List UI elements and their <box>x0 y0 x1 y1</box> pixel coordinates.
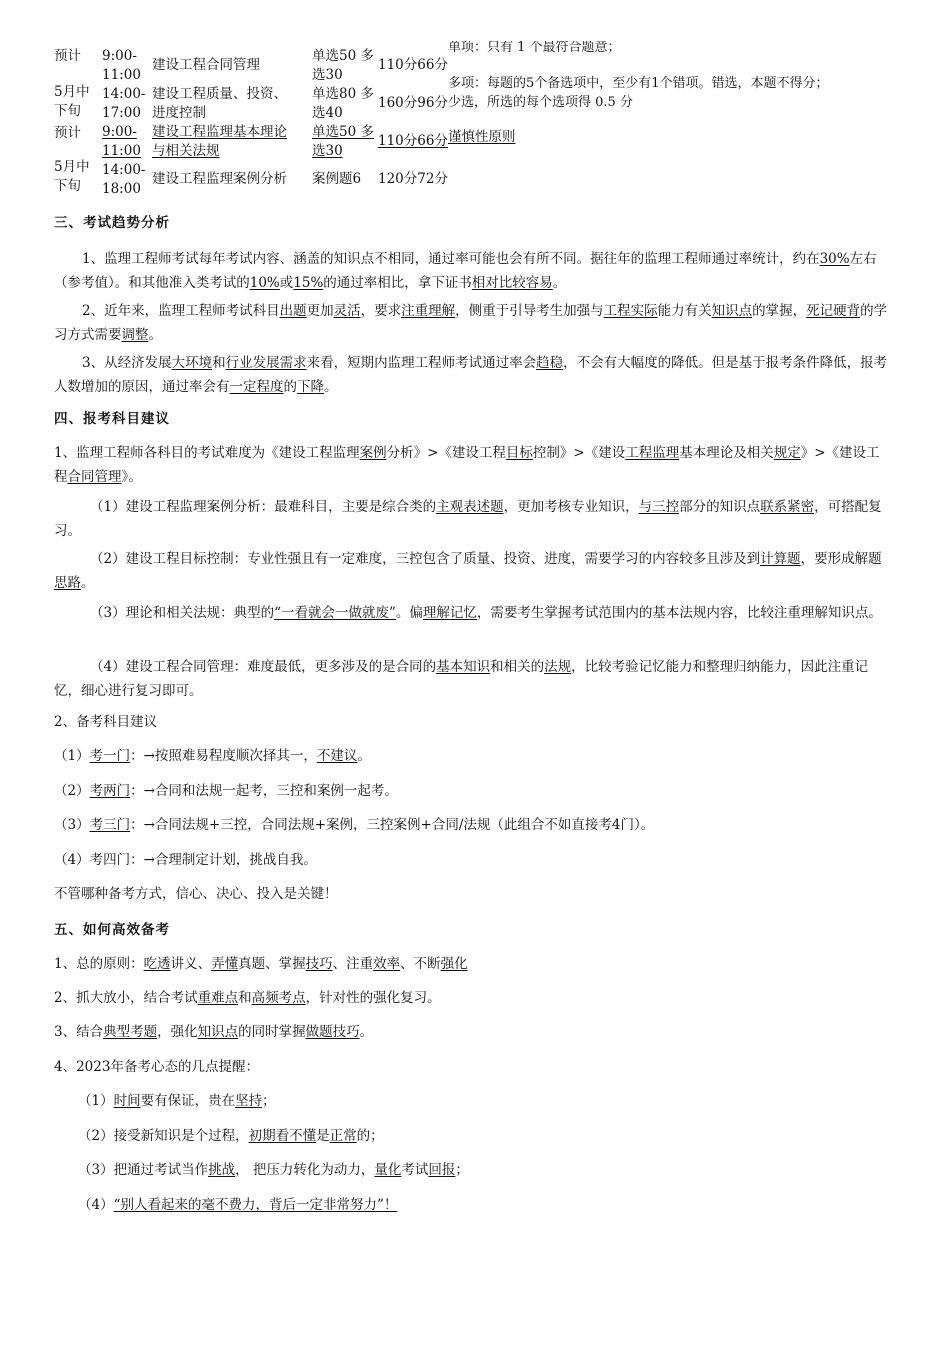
row2-type-1: 单选80 多 <box>312 86 374 102</box>
row1-score: 110分66分 <box>378 57 448 73</box>
row2-type-2: 选40 <box>312 105 343 121</box>
s4-subheading-2: 2、备考科目建议 <box>54 714 158 730</box>
s5-item-2: 2、抓大放小，结合考试重难点和高频考点，针对性的强化复习。 <box>54 990 441 1006</box>
s4-item-1: （1）建设工程监理案例分析：最难科目，主要是综合类的主观表述题，更加考核专业知识，与三控部分的知识点联系紧密，可搭配复习。 <box>54 499 882 539</box>
row1-date: 预计 <box>54 48 81 64</box>
s4-item-2: （2）建设工程目标控制：专业性强且有一定难度，三控包含了质量、投资、进度，需要学习的内容较多且涉及到计算题，要形成解题思路。 <box>54 551 882 591</box>
tip-3: （3）把通过考试当作挑战， 把压力转化为动力，量化考试回报； <box>78 1162 469 1178</box>
s3-paragraph-2: 2、近年来，监理工程师考试科目出题更加灵活，要求注重理解，侧重于引导考生加强与工程实际能力有关知识点的掌握，死记硬背的学习方式需要调整。 <box>54 303 888 343</box>
tip-2: （2）接受新知识是个过程，初期看不懂是正常的； <box>78 1128 384 1144</box>
option-1: （1）考一门：→按照难易程度顺次择其一，不建议。 <box>54 748 371 764</box>
single-choice-note: 单项：只有 1 个最符合题意； <box>448 41 621 54</box>
s4-item-3: （3）理论和相关法规：典型的“一看就会一做就废”。偏理解记忆，需要考生掌握考试范围内的基本法规内容，比较注重理解知识点。 <box>90 605 882 621</box>
row3-time-end: 11:00 <box>102 143 141 159</box>
s3-paragraph-1: 1、监理工程师考试每年考试内容、涵盖的知识点不相同，通过率可能也会有所不同。据往年的监理工程师通过率统计，约在30%左右（参考值）。和其他准入类考试的10%或15%的通过率相比，拿下证书相对比较容易。 <box>54 251 877 291</box>
option-2: （2）考两门：→合同和法规一起考，三控和案例一起考。 <box>54 783 398 799</box>
row4-time-end: 18:00 <box>102 181 141 197</box>
row4-type: 案例题6 <box>312 171 362 187</box>
row4-date-1: 5月中 <box>54 159 90 175</box>
multi-choice-note-2: 少选，所选的每个选项得 0.5 分 <box>448 95 633 110</box>
option-3: （3）考三门：→合同法规+三控，合同法规+案例，三控案例+合同/法规（此组合不如直接考4门）。 <box>54 817 655 833</box>
row1-subject: 建设工程合同管理 <box>152 57 260 73</box>
row4-date-2: 下旬 <box>54 178 81 194</box>
s3-paragraph-3: 3、从经济发展大环境和行业发展需求来看，短期内监理工程师考试通过率会趋稳，不会有大幅度的降低。但是基于报考条件降低，报考人数增加的原因，通过率会有一定程度的下降。 <box>54 355 888 395</box>
s4-item-4: （4）建设工程合同管理：难度最低，更多涉及的是合同的基本知识和相关的法规，比较考验记忆能力和整理归纳能力，因此注重记忆，细心进行复习即可。 <box>54 659 869 699</box>
s4-closing: 不管哪种备考方式，信心、决心、投入是关键！ <box>54 886 338 902</box>
option-4: （4）考四门：→合理制定计划，挑战自我。 <box>54 852 317 868</box>
row1-time-end: 11:00 <box>102 67 141 83</box>
row3-note: 谨慎性原则 <box>448 129 516 145</box>
row1-type-1: 单选50 多 <box>312 48 374 64</box>
s4-paragraph-1: 1、监理工程师各科目的考试难度为《建设工程监理案例分析》>《建设工程目标控制》>《建设工程监理基本理论及相关规定》>《建设工程合同管理》。 <box>54 445 880 485</box>
s5-item-1: 1、总的原则：吃透讲义、弄懂真题、掌握技巧、注重效率、不断强化 <box>54 956 468 972</box>
tip-1: （1）时间要有保证，贵在坚持； <box>78 1093 276 1109</box>
row3-type-2: 选30 <box>312 143 343 159</box>
tip-4: （4）“别人看起来的毫不费力，背后一定非常努力”！ <box>78 1197 398 1213</box>
row4-time-start: 14:00- <box>102 162 146 178</box>
s5-item-4: 4、2023年备考心态的几点提醒： <box>54 1059 259 1075</box>
row2-time-start: 14:00- <box>102 86 146 102</box>
multi-choice-note-1: 多项：每题的5个备选项中，至少有1个错项。错选，本题不得分； <box>448 76 829 91</box>
section4-heading: 四、报考科目建议 <box>54 411 170 427</box>
row2-date-1: 5月中 <box>54 84 90 100</box>
row3-subject-2: 与相关法规 <box>152 143 220 159</box>
row3-score: 110分66分 <box>378 133 448 149</box>
row3-date: 预计 <box>54 125 81 141</box>
row2-time-end: 17:00 <box>102 105 141 121</box>
row3-subject-1: 建设工程监理基本理论 <box>152 124 287 140</box>
row2-date-2: 下旬 <box>54 103 81 119</box>
row4-score: 120分72分 <box>378 171 448 187</box>
row2-score: 160分96分 <box>378 95 448 111</box>
section5-heading: 五、如何高效备考 <box>54 922 170 938</box>
s5-item-3: 3、结合典型考题，强化知识点的同时掌握做题技巧。 <box>54 1024 374 1040</box>
row3-time-start: 9:00- <box>102 124 137 140</box>
row1-time-start: 9:00- <box>102 48 137 64</box>
row4-subject: 建设工程监理案例分析 <box>152 171 287 187</box>
section3-heading: 三、考试趋势分析 <box>54 215 170 231</box>
row3-type-1: 单选50 多 <box>312 124 374 140</box>
row2-subject-2: 进度控制 <box>152 105 206 121</box>
row2-subject-1: 建设工程质量、投资、 <box>152 86 287 102</box>
row1-type-2: 选30 <box>312 67 343 83</box>
